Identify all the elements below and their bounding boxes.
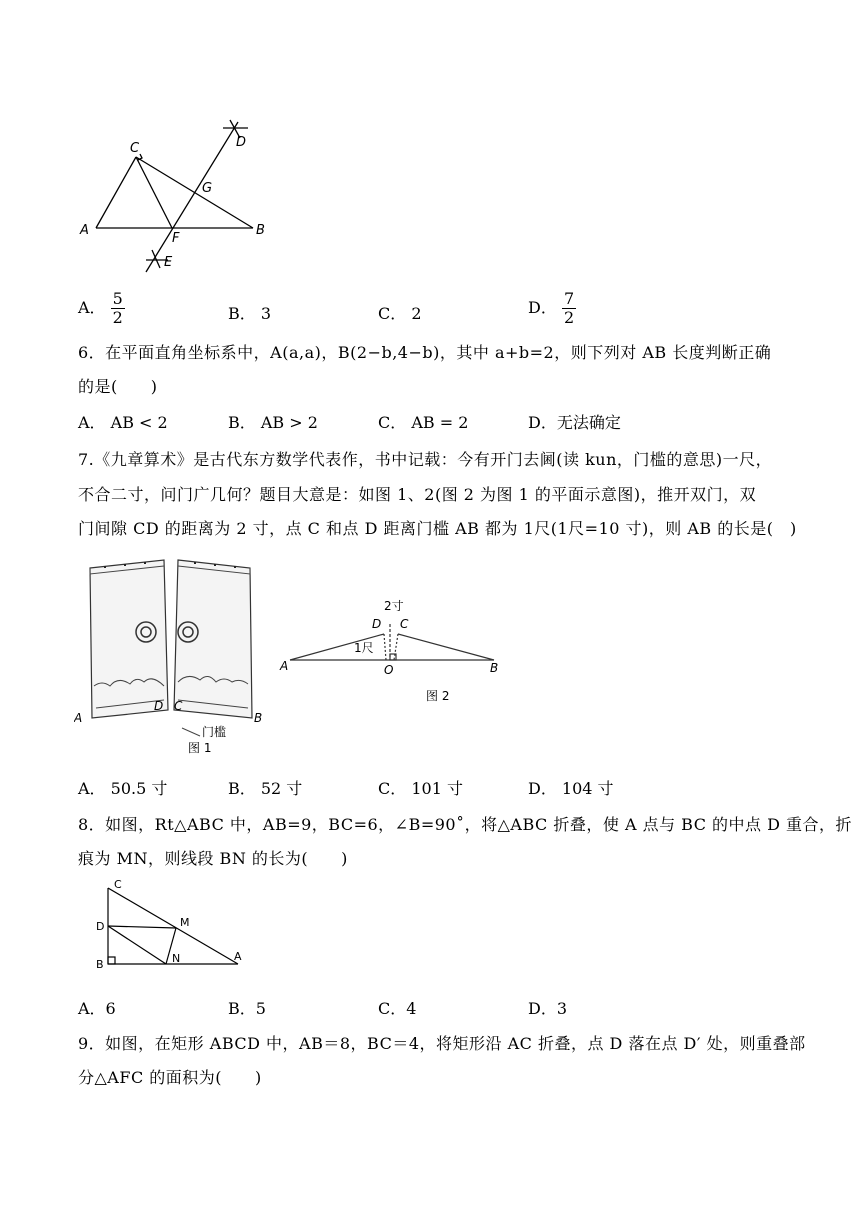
- q8-option-c: C．4: [378, 999, 417, 1018]
- fig8-label-c: C: [114, 878, 122, 891]
- label-c: C: [130, 141, 140, 156]
- fig2-label-c: C: [400, 617, 409, 631]
- q8-stem-line1: 8．如图，Rt△ABC 中，AB=9，BC=6，∠B=90˚，将△ABC 折叠，使 A 点与 BC 的中点 D 重合，折: [78, 815, 853, 834]
- label-e: E: [164, 255, 173, 270]
- fig8-label-d: D: [96, 920, 105, 933]
- label-g: G: [202, 181, 213, 196]
- fig2-label-o: O: [384, 663, 394, 677]
- fig8-label-m: M: [180, 916, 190, 929]
- fig1-caption: 图 1: [188, 741, 212, 755]
- fig8-label-b: B: [96, 958, 104, 971]
- q7-stem-line2: 不合二寸，问门广几何？题目大意是：如图 1、2(图 2 为图 1 的平面示意图)，推开双门，双: [78, 485, 757, 504]
- door-plan-figure: [278, 596, 508, 706]
- fig2-label-a: A: [280, 659, 289, 673]
- fig2-label-b: B: [490, 661, 499, 675]
- fig2-caption: 图 2: [426, 689, 450, 703]
- door-figure: [74, 550, 274, 760]
- q5-option-c: C． 2: [378, 304, 422, 323]
- q5-option-d: D． $\frac{7}{2}$: [528, 289, 575, 327]
- q8-stem-line2: 痕为 MN，则线段 BN 的长为( ): [78, 849, 348, 868]
- q8-option-d: D．3: [528, 999, 568, 1018]
- q8-option-b: B．5: [228, 999, 266, 1018]
- fig2-label-2cun: 2寸: [384, 599, 404, 613]
- fig1-threshold-label: 门槛: [202, 725, 227, 739]
- q6-stem-line1: 6．在平面直角坐标系中，A(a,a)，B(2−b,4−b)，其中 a+b=2，则下列对 AB 长度判断正确: [78, 343, 772, 362]
- label-a: A: [80, 223, 89, 238]
- q6-option-d: D．无法确定: [528, 413, 621, 432]
- fig1-label-d: D: [154, 699, 164, 713]
- q7-option-c: C． 101 寸: [378, 779, 463, 798]
- q5-a-denominator: 2: [112, 308, 123, 327]
- q5-option-a: A． $\frac{5}{2}$: [78, 289, 123, 327]
- fig8-label-n: N: [172, 952, 181, 965]
- label-f: F: [172, 231, 180, 246]
- fold-triangle-figure: [92, 876, 252, 972]
- fig1-label-a: A: [74, 711, 83, 725]
- q5-a-numerator: 5: [112, 289, 123, 308]
- q6-option-b: B． AB > 2: [228, 413, 318, 432]
- q6-stem-line2: 的是( ): [78, 377, 158, 396]
- fig1-label-c: C: [174, 699, 183, 713]
- q6-option-a: A． AB < 2: [78, 413, 168, 432]
- label-b: B: [256, 223, 265, 238]
- q6-option-c: C． AB = 2: [378, 413, 469, 432]
- q7-stem-line1: 7.《九章算术》是古代东方数学代表作，书中记载：今有开门去阃(读 kun，门槛的意思)一尺，: [78, 450, 773, 469]
- q7-option-a: A． 50.5 寸: [78, 779, 168, 798]
- q7-option-d: D． 104 寸: [528, 779, 614, 798]
- q5-d-denominator: 2: [563, 308, 575, 327]
- fig2-label-1chi: 1尺: [354, 641, 374, 655]
- q9-stem-line2: 分△AFC 的面积为( ): [78, 1068, 262, 1087]
- fig8-label-a: A: [234, 950, 242, 963]
- q8-option-a: A．6: [78, 999, 116, 1018]
- triangle-figure: [78, 100, 278, 280]
- fig1-label-b: B: [254, 711, 263, 725]
- q7-stem-line3: 门间隙 CD 的距离为 2 寸，点 C 和点 D 距离门槛 AB 都为 1尺(1尺=10 寸)，则 AB 的长是( ): [78, 519, 797, 538]
- fig2-label-d: D: [372, 617, 382, 631]
- q5-option-b: B． 3: [228, 304, 272, 323]
- q7-option-b: B． 52 寸: [228, 779, 303, 798]
- q5-d-numerator: 7: [563, 289, 575, 308]
- q9-stem-line1: 9．如图，在矩形 ABCD 中，AB＝8，BC＝4，将矩形沿 AC 折叠，点 D 落在点 D′ 处，则重叠部: [78, 1034, 806, 1053]
- label-d: D: [236, 135, 247, 150]
